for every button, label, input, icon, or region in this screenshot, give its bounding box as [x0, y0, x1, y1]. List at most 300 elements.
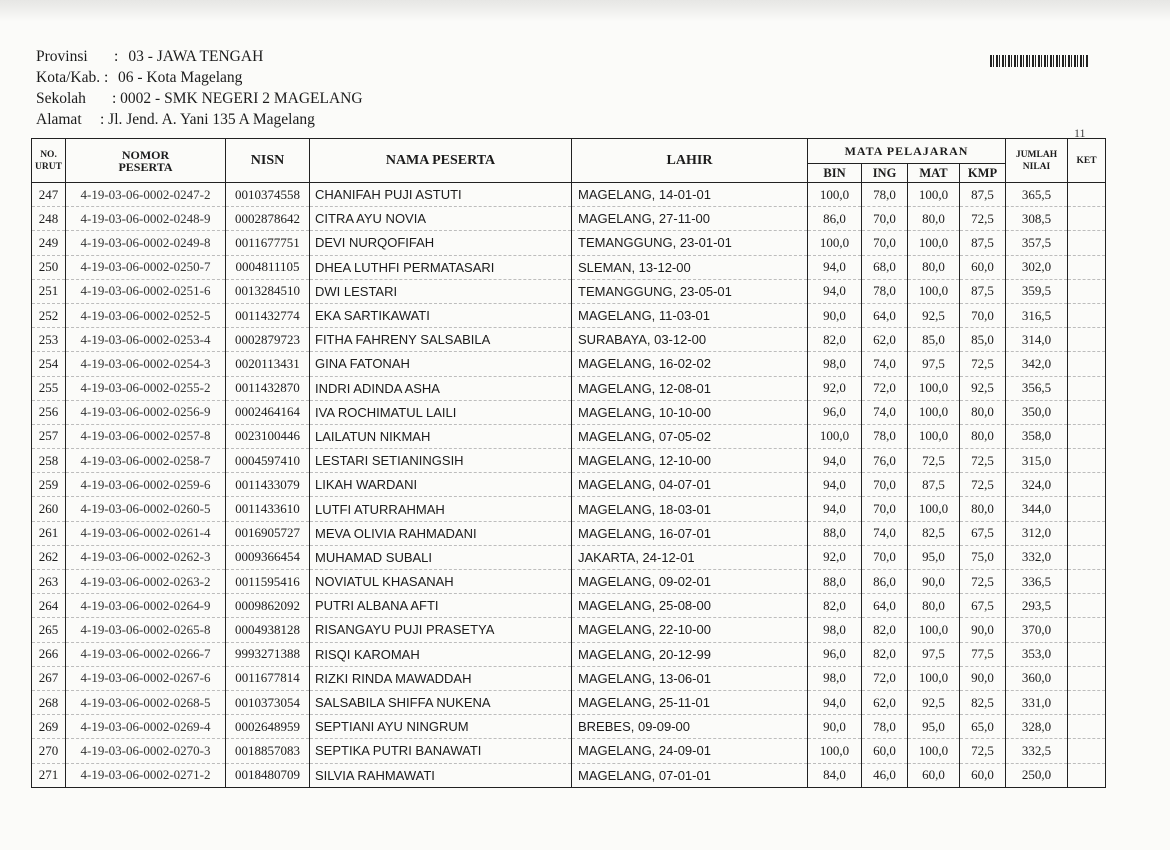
page-number: 11	[1074, 126, 1086, 140]
cell-nomor-peserta: 4-19-03-06-0002-0255-2	[66, 376, 226, 400]
cell-jumlah-nilai: 356,5	[1006, 376, 1068, 400]
table-row	[32, 642, 1106, 666]
cell-lahir: MAGELANG, 07-05-02	[572, 424, 808, 448]
cell-no: 247	[32, 183, 66, 207]
cell-mat: 72,5	[908, 449, 960, 473]
cell-nisn: 0011677814	[226, 666, 310, 690]
cell-mat: 100,0	[908, 400, 960, 424]
cell-nomor-peserta: 4-19-03-06-0002-0267-6	[66, 666, 226, 690]
col-header-ing: ING	[862, 164, 908, 183]
cell-jumlah-nilai: 312,0	[1006, 521, 1068, 545]
cell-jumlah-nilai: 324,0	[1006, 473, 1068, 497]
table-row	[32, 715, 1106, 739]
cell-lahir: MAGELANG, 16-07-01	[572, 521, 808, 545]
cell-jumlah-nilai: 359,5	[1006, 279, 1068, 303]
cell-kmp: 87,5	[960, 183, 1006, 207]
cell-ket	[1068, 207, 1106, 231]
cell-ing: 70,0	[862, 497, 908, 521]
cell-jumlah-nilai: 328,0	[1006, 715, 1068, 739]
cell-ket	[1068, 424, 1106, 448]
table-header-row	[32, 139, 1106, 164]
table-row	[32, 424, 1106, 448]
cell-kmp: 85,0	[960, 328, 1006, 352]
cell-kmp: 67,5	[960, 594, 1006, 618]
table-row	[32, 400, 1106, 424]
cell-nomor-peserta: 4-19-03-06-0002-0253-4	[66, 328, 226, 352]
cell-kmp: 90,0	[960, 618, 1006, 642]
cell-no: 258	[32, 449, 66, 473]
alamat-label: Alamat	[36, 111, 82, 128]
cell-jumlah-nilai: 358,0	[1006, 424, 1068, 448]
cell-nama-peserta: NOVIATUL KHASANAH	[310, 570, 572, 594]
alamat-value: : Jl. Jend. A. Yani 135 A Magelang	[100, 111, 315, 128]
cell-nama-peserta: SILVIA RAHMAWATI	[310, 763, 572, 787]
cell-nisn: 0002878642	[226, 207, 310, 231]
cell-bin: 88,0	[808, 570, 862, 594]
cell-kmp: 60,0	[960, 763, 1006, 787]
cell-kmp: 87,5	[960, 279, 1006, 303]
cell-mat: 100,0	[908, 183, 960, 207]
cell-nama-peserta: EKA SARTIKAWATI	[310, 303, 572, 327]
cell-ket	[1068, 715, 1106, 739]
cell-nisn: 0004811105	[226, 255, 310, 279]
cell-kmp: 65,0	[960, 715, 1006, 739]
cell-lahir: MAGELANG, 13-06-01	[572, 666, 808, 690]
cell-ket	[1068, 231, 1106, 255]
table-row	[32, 763, 1106, 787]
cell-jumlah-nilai: 331,0	[1006, 690, 1068, 714]
cell-no: 252	[32, 303, 66, 327]
cell-nisn: 0009366454	[226, 545, 310, 569]
table-row	[32, 183, 1106, 207]
cell-ket	[1068, 739, 1106, 763]
cell-ing: 76,0	[862, 449, 908, 473]
cell-ket	[1068, 666, 1106, 690]
cell-mat: 100,0	[908, 618, 960, 642]
cell-ing: 64,0	[862, 303, 908, 327]
cell-jumlah-nilai: 344,0	[1006, 497, 1068, 521]
cell-kmp: 80,0	[960, 497, 1006, 521]
results-table	[31, 138, 1106, 788]
cell-nomor-peserta: 4-19-03-06-0002-0266-7	[66, 642, 226, 666]
cell-nisn: 0016905727	[226, 521, 310, 545]
cell-no: 262	[32, 545, 66, 569]
cell-bin: 100,0	[808, 739, 862, 763]
cell-bin: 98,0	[808, 666, 862, 690]
cell-bin: 94,0	[808, 497, 862, 521]
school-header	[36, 46, 363, 130]
cell-jumlah-nilai: 336,5	[1006, 570, 1068, 594]
cell-nisn: 0011433610	[226, 497, 310, 521]
cell-jumlah-nilai: 332,0	[1006, 545, 1068, 569]
cell-nomor-peserta: 4-19-03-06-0002-0268-5	[66, 690, 226, 714]
cell-mat: 100,0	[908, 666, 960, 690]
cell-mat: 92,5	[908, 690, 960, 714]
cell-ket	[1068, 376, 1106, 400]
cell-nisn: 0018480709	[226, 763, 310, 787]
cell-nomor-peserta: 4-19-03-06-0002-0252-5	[66, 303, 226, 327]
cell-lahir: MAGELANG, 25-11-01	[572, 690, 808, 714]
cell-nomor-peserta: 4-19-03-06-0002-0251-6	[66, 279, 226, 303]
cell-no: 257	[32, 424, 66, 448]
cell-mat: 87,5	[908, 473, 960, 497]
cell-no: 251	[32, 279, 66, 303]
cell-kmp: 72,5	[960, 449, 1006, 473]
cell-ing: 64,0	[862, 594, 908, 618]
cell-nomor-peserta: 4-19-03-06-0002-0261-4	[66, 521, 226, 545]
cell-bin: 98,0	[808, 352, 862, 376]
cell-nomor-peserta: 4-19-03-06-0002-0259-6	[66, 473, 226, 497]
cell-bin: 94,0	[808, 690, 862, 714]
cell-nama-peserta: LIKAH WARDANI	[310, 473, 572, 497]
cell-nama-peserta: PUTRI ALBANA AFTI	[310, 594, 572, 618]
cell-lahir: JAKARTA, 24-12-01	[572, 545, 808, 569]
table-row	[32, 739, 1106, 763]
cell-jumlah-nilai: 302,0	[1006, 255, 1068, 279]
col-header-nomor: NOMOR PESERTA	[66, 139, 226, 183]
cell-nisn: 0002464164	[226, 400, 310, 424]
cell-nama-peserta: INDRI ADINDA ASHA	[310, 376, 572, 400]
cell-nomor-peserta: 4-19-03-06-0002-0249-8	[66, 231, 226, 255]
cell-lahir: MAGELANG, 16-02-02	[572, 352, 808, 376]
col-header-jumlah: JUMLAH NILAI	[1006, 139, 1068, 183]
cell-nisn: 0011432774	[226, 303, 310, 327]
cell-kmp: 72,5	[960, 352, 1006, 376]
cell-jumlah-nilai: 316,5	[1006, 303, 1068, 327]
cell-nomor-peserta: 4-19-03-06-0002-0265-8	[66, 618, 226, 642]
table-row	[32, 618, 1106, 642]
cell-nama-peserta: SEPTIKA PUTRI BANAWATI	[310, 739, 572, 763]
cell-nama-peserta: GINA FATONAH	[310, 352, 572, 376]
cell-mat: 92,5	[908, 303, 960, 327]
col-header-mat: MAT	[908, 164, 960, 183]
table-row	[32, 352, 1106, 376]
cell-no: 271	[32, 763, 66, 787]
cell-nomor-peserta: 4-19-03-06-0002-0270-3	[66, 739, 226, 763]
table-row	[32, 449, 1106, 473]
cell-ing: 62,0	[862, 328, 908, 352]
cell-nomor-peserta: 4-19-03-06-0002-0257-8	[66, 424, 226, 448]
cell-jumlah-nilai: 342,0	[1006, 352, 1068, 376]
cell-no: 263	[32, 570, 66, 594]
cell-ket	[1068, 255, 1106, 279]
cell-mat: 100,0	[908, 497, 960, 521]
cell-ing: 74,0	[862, 400, 908, 424]
cell-nama-peserta: FITHA FAHRENY SALSABILA	[310, 328, 572, 352]
cell-nomor-peserta: 4-19-03-06-0002-0264-9	[66, 594, 226, 618]
cell-nisn: 0011677751	[226, 231, 310, 255]
cell-mat: 100,0	[908, 279, 960, 303]
cell-nisn: 0004597410	[226, 449, 310, 473]
table-row	[32, 328, 1106, 352]
cell-no: 254	[32, 352, 66, 376]
cell-bin: 94,0	[808, 449, 862, 473]
cell-bin: 96,0	[808, 642, 862, 666]
cell-no: 266	[32, 642, 66, 666]
cell-jumlah-nilai: 357,5	[1006, 231, 1068, 255]
cell-lahir: MAGELANG, 22-10-00	[572, 618, 808, 642]
table-row	[32, 521, 1106, 545]
cell-lahir: MAGELANG, 09-02-01	[572, 570, 808, 594]
cell-no: 256	[32, 400, 66, 424]
cell-bin: 84,0	[808, 763, 862, 787]
cell-mat: 82,5	[908, 521, 960, 545]
cell-lahir: MAGELANG, 07-01-01	[572, 763, 808, 787]
cell-mat: 60,0	[908, 763, 960, 787]
cell-nisn: 0013284510	[226, 279, 310, 303]
table-row	[32, 570, 1106, 594]
cell-no: 248	[32, 207, 66, 231]
cell-nisn: 0020113431	[226, 352, 310, 376]
cell-no: 250	[32, 255, 66, 279]
cell-nomor-peserta: 4-19-03-06-0002-0256-9	[66, 400, 226, 424]
cell-bin: 100,0	[808, 183, 862, 207]
cell-mat: 100,0	[908, 739, 960, 763]
cell-no: 261	[32, 521, 66, 545]
cell-bin: 86,0	[808, 207, 862, 231]
cell-no: 267	[32, 666, 66, 690]
cell-nama-peserta: DEVI NURQOFIFAH	[310, 231, 572, 255]
cell-nomor-peserta: 4-19-03-06-0002-0269-4	[66, 715, 226, 739]
cell-mat: 100,0	[908, 231, 960, 255]
cell-ket	[1068, 328, 1106, 352]
table-row	[32, 473, 1106, 497]
col-header-kmp: KMP	[960, 164, 1006, 183]
cell-mat: 80,0	[908, 255, 960, 279]
cell-ing: 70,0	[862, 231, 908, 255]
cell-nama-peserta: IVA ROCHIMATUL LAILI	[310, 400, 572, 424]
cell-nama-peserta: SEPTIANI AYU NINGRUM	[310, 715, 572, 739]
cell-ket	[1068, 352, 1106, 376]
sekolah-value: : 0002 - SMK NEGERI 2 MAGELANG	[112, 90, 363, 107]
cell-kmp: 60,0	[960, 255, 1006, 279]
cell-nama-peserta: LUTFI ATURRAHMAH	[310, 497, 572, 521]
cell-kmp: 90,0	[960, 666, 1006, 690]
cell-jumlah-nilai: 370,0	[1006, 618, 1068, 642]
cell-ket	[1068, 473, 1106, 497]
cell-lahir: MAGELANG, 20-12-99	[572, 642, 808, 666]
cell-kmp: 92,5	[960, 376, 1006, 400]
cell-nomor-peserta: 4-19-03-06-0002-0262-3	[66, 545, 226, 569]
cell-kmp: 72,5	[960, 207, 1006, 231]
cell-nomor-peserta: 4-19-03-06-0002-0260-5	[66, 497, 226, 521]
cell-bin: 92,0	[808, 376, 862, 400]
sekolah-label: Sekolah	[36, 90, 86, 107]
cell-nama-peserta: MUHAMAD SUBALI	[310, 545, 572, 569]
cell-ket	[1068, 545, 1106, 569]
cell-lahir: MAGELANG, 12-08-01	[572, 376, 808, 400]
cell-jumlah-nilai: 250,0	[1006, 763, 1068, 787]
cell-mat: 90,0	[908, 570, 960, 594]
cell-ket	[1068, 570, 1106, 594]
cell-lahir: MAGELANG, 14-01-01	[572, 183, 808, 207]
cell-nomor-peserta: 4-19-03-06-0002-0248-9	[66, 207, 226, 231]
cell-ket	[1068, 642, 1106, 666]
provinsi-label: Provinsi	[36, 48, 88, 65]
cell-lahir: SLEMAN, 13-12-00	[572, 255, 808, 279]
cell-nama-peserta: LESTARI SETIANINGSIH	[310, 449, 572, 473]
cell-bin: 82,0	[808, 328, 862, 352]
cell-ket	[1068, 763, 1106, 787]
cell-mat: 80,0	[908, 594, 960, 618]
cell-mat: 80,0	[908, 207, 960, 231]
cell-nama-peserta: MEVA OLIVIA RAHMADANI	[310, 521, 572, 545]
cell-kmp: 87,5	[960, 231, 1006, 255]
cell-ing: 70,0	[862, 473, 908, 497]
cell-bin: 82,0	[808, 594, 862, 618]
cell-nama-peserta: CHANIFAH PUJI ASTUTI	[310, 183, 572, 207]
cell-jumlah-nilai: 315,0	[1006, 449, 1068, 473]
table-row	[32, 279, 1106, 303]
cell-kmp: 80,0	[960, 424, 1006, 448]
cell-no: 270	[32, 739, 66, 763]
cell-nisn: 0011433079	[226, 473, 310, 497]
cell-nomor-peserta: 4-19-03-06-0002-0258-7	[66, 449, 226, 473]
cell-jumlah-nilai: 308,5	[1006, 207, 1068, 231]
cell-nisn: 0010373054	[226, 690, 310, 714]
cell-ing: 86,0	[862, 570, 908, 594]
table-row	[32, 255, 1106, 279]
table-row	[32, 303, 1106, 327]
alamat-row	[36, 109, 363, 130]
cell-lahir: MAGELANG, 10-10-00	[572, 400, 808, 424]
cell-bin: 94,0	[808, 473, 862, 497]
cell-nisn: 9993271388	[226, 642, 310, 666]
cell-mat: 95,0	[908, 715, 960, 739]
cell-nisn: 0023100446	[226, 424, 310, 448]
cell-mat: 95,0	[908, 545, 960, 569]
col-header-lahir: LAHIR	[572, 139, 808, 183]
table-row	[32, 497, 1106, 521]
table-row	[32, 545, 1106, 569]
cell-jumlah-nilai: 350,0	[1006, 400, 1068, 424]
cell-ing: 72,0	[862, 666, 908, 690]
cell-jumlah-nilai: 353,0	[1006, 642, 1068, 666]
cell-nisn: 0010374558	[226, 183, 310, 207]
cell-kmp: 72,5	[960, 473, 1006, 497]
provinsi-colon: :	[114, 48, 119, 65]
cell-bin: 100,0	[808, 231, 862, 255]
cell-nama-peserta: DWI LESTARI	[310, 279, 572, 303]
scan-top-shadow	[0, 0, 1170, 22]
cell-no: 253	[32, 328, 66, 352]
provinsi-value: 03 - JAWA TENGAH	[128, 48, 264, 65]
cell-nisn: 0002648959	[226, 715, 310, 739]
cell-kmp: 80,0	[960, 400, 1006, 424]
col-header-no: NO. URUT	[32, 139, 66, 183]
cell-bin: 90,0	[808, 715, 862, 739]
cell-ing: 72,0	[862, 376, 908, 400]
cell-kmp: 72,5	[960, 570, 1006, 594]
cell-ket	[1068, 400, 1106, 424]
cell-no: 265	[32, 618, 66, 642]
cell-ket	[1068, 279, 1106, 303]
cell-nama-peserta: DHEA LUTHFI PERMATASARI	[310, 255, 572, 279]
table-row	[32, 207, 1106, 231]
cell-ing: 78,0	[862, 183, 908, 207]
cell-nomor-peserta: 4-19-03-06-0002-0263-2	[66, 570, 226, 594]
cell-nisn: 0018857083	[226, 739, 310, 763]
cell-bin: 88,0	[808, 521, 862, 545]
cell-nama-peserta: SALSABILA SHIFFA NUKENA	[310, 690, 572, 714]
cell-nisn: 0004938128	[226, 618, 310, 642]
cell-lahir: MAGELANG, 18-03-01	[572, 497, 808, 521]
cell-mat: 100,0	[908, 376, 960, 400]
cell-ing: 70,0	[862, 207, 908, 231]
cell-kmp: 75,0	[960, 545, 1006, 569]
cell-nomor-peserta: 4-19-03-06-0002-0250-7	[66, 255, 226, 279]
cell-ket	[1068, 594, 1106, 618]
cell-bin: 98,0	[808, 618, 862, 642]
cell-mat: 97,5	[908, 642, 960, 666]
cell-nomor-peserta: 4-19-03-06-0002-0247-2	[66, 183, 226, 207]
col-header-ket: KET	[1068, 139, 1106, 183]
kota-label: Kota/Kab. :	[36, 69, 109, 86]
col-header-nisn: NISN	[226, 139, 310, 183]
cell-nisn: 0009862092	[226, 594, 310, 618]
cell-nama-peserta: RIZKI RINDA MAWADDAH	[310, 666, 572, 690]
cell-ing: 78,0	[862, 279, 908, 303]
cell-lahir: SURABAYA, 03-12-00	[572, 328, 808, 352]
cell-ing: 62,0	[862, 690, 908, 714]
cell-nomor-peserta: 4-19-03-06-0002-0271-2	[66, 763, 226, 787]
cell-no: 255	[32, 376, 66, 400]
cell-ing: 46,0	[862, 763, 908, 787]
cell-lahir: MAGELANG, 27-11-00	[572, 207, 808, 231]
cell-no: 268	[32, 690, 66, 714]
cell-ing: 74,0	[862, 521, 908, 545]
cell-ket	[1068, 497, 1106, 521]
cell-kmp: 77,5	[960, 642, 1006, 666]
cell-kmp: 82,5	[960, 690, 1006, 714]
cell-lahir: MAGELANG, 12-10-00	[572, 449, 808, 473]
col-header-mata-pelajaran: MATA PELAJARAN	[808, 139, 1006, 164]
cell-lahir: MAGELANG, 11-03-01	[572, 303, 808, 327]
cell-kmp: 72,5	[960, 739, 1006, 763]
sekolah-row	[36, 88, 363, 109]
cell-ket	[1068, 690, 1106, 714]
cell-nama-peserta: CITRA AYU NOVIA	[310, 207, 572, 231]
cell-kmp: 67,5	[960, 521, 1006, 545]
table-row	[32, 690, 1106, 714]
cell-ket	[1068, 183, 1106, 207]
cell-bin: 94,0	[808, 279, 862, 303]
cell-bin: 100,0	[808, 424, 862, 448]
cell-no: 259	[32, 473, 66, 497]
cell-ing: 78,0	[862, 715, 908, 739]
cell-jumlah-nilai: 360,0	[1006, 666, 1068, 690]
cell-nama-peserta: RISQI KAROMAH	[310, 642, 572, 666]
provinsi-row	[36, 46, 363, 67]
cell-nisn: 0011595416	[226, 570, 310, 594]
cell-bin: 90,0	[808, 303, 862, 327]
cell-jumlah-nilai: 365,5	[1006, 183, 1068, 207]
col-header-bin: BIN	[808, 164, 862, 183]
cell-mat: 100,0	[908, 424, 960, 448]
cell-ing: 82,0	[862, 642, 908, 666]
cell-nisn: 0011432870	[226, 376, 310, 400]
cell-ing: 60,0	[862, 739, 908, 763]
cell-kmp: 70,0	[960, 303, 1006, 327]
cell-nama-peserta: RISANGAYU PUJI PRASETYA	[310, 618, 572, 642]
table-row	[32, 594, 1106, 618]
cell-no: 264	[32, 594, 66, 618]
kota-row	[36, 67, 363, 88]
cell-no: 269	[32, 715, 66, 739]
kota-value: 06 - Kota Magelang	[118, 69, 243, 86]
cell-jumlah-nilai: 332,5	[1006, 739, 1068, 763]
cell-ket	[1068, 449, 1106, 473]
